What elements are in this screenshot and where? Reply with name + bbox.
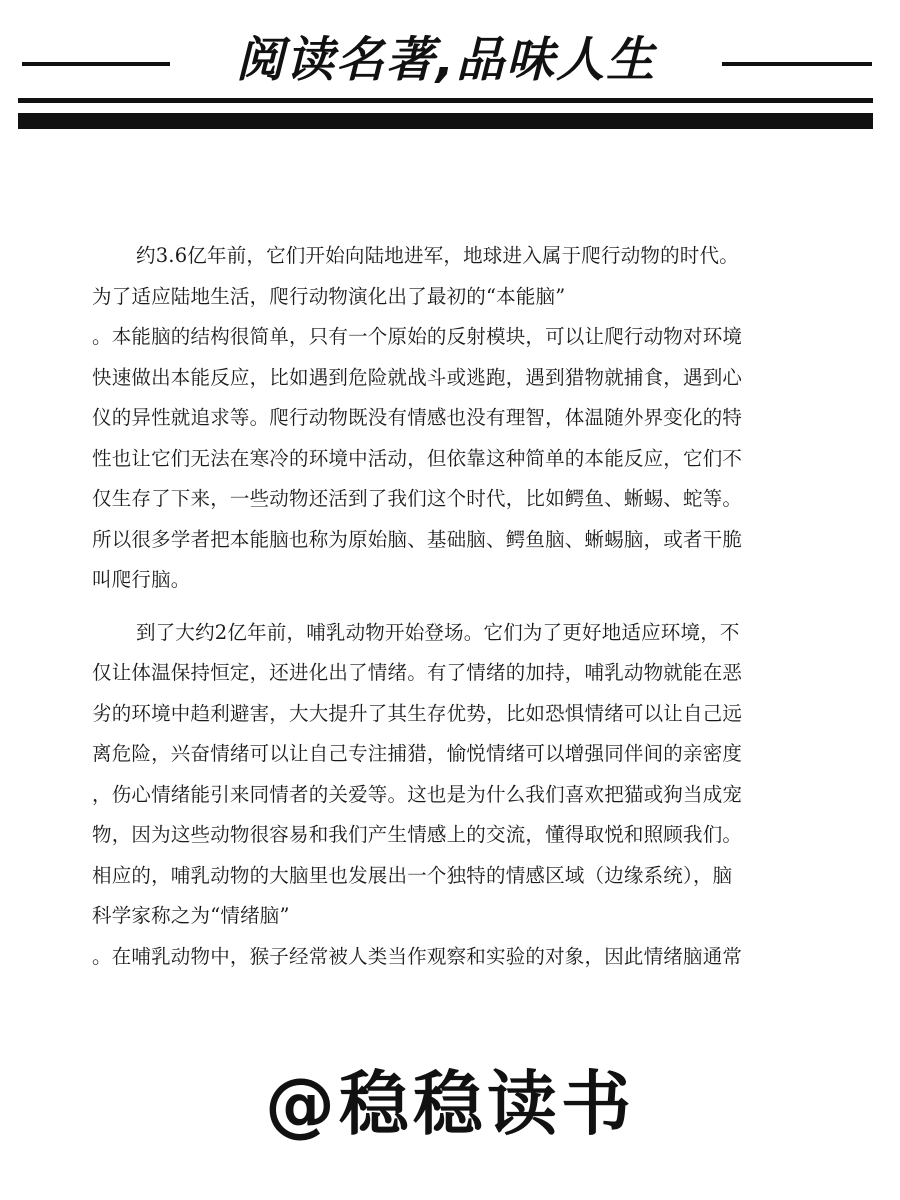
header-title: 阅读名著,品味人生 bbox=[235, 32, 657, 88]
text-line: 到了大约2亿年前，哺乳动物开始登场。它们为了更好地适应环境，不 bbox=[136, 620, 740, 644]
header-banner bbox=[0, 0, 900, 140]
header-rule-thick bbox=[18, 113, 873, 129]
text-line: 相应的，哺乳动物的大脑里也发展出一个独特的情感区域（边缘系统），脑 bbox=[92, 863, 733, 887]
text-line: 物，因为这些动物很容易和我们产生情感上的交流，懂得取悦和照顾我们。 bbox=[92, 823, 743, 846]
text-line: 离危险，兴奋情绪可以让自己专注捕猎，愉悦情绪可以增强同伴间的亲密度 bbox=[92, 742, 743, 765]
text-line: 快速做出本能反应，比如遇到危险就战斗或逃跑，遇到猎物就捕食，遇到心 bbox=[92, 365, 743, 389]
paragraph-2 bbox=[92, 613, 822, 978]
text-line: 仅让体温保持恒定，还进化出了情绪。有了情绪的加持，哺乳动物就能在恶 bbox=[92, 661, 743, 684]
text-line: 为了适应陆地生活，爬行动物演化出了最初的“本能脑” bbox=[92, 284, 566, 308]
article-body bbox=[92, 236, 822, 989]
text-line: 性也让它们无法在寒冷的环境中活动，但依靠这种简单的本能反应，它们不 bbox=[92, 446, 743, 470]
text-line: 。在哺乳动物中，猴子经常被人类当作观察和实验的对象，因此情绪脑通常 bbox=[92, 944, 743, 968]
header-rule-thin bbox=[18, 98, 873, 103]
text-line: 约3.6亿年前，它们开始向陆地进军，地球进入属于爬行动物的时代。 bbox=[136, 244, 739, 267]
text-line: 。本能脑的结构很简单，只有一个原始的反射模块，可以让爬行动物对环境 bbox=[92, 325, 743, 348]
text-line: 所以很多学者把本能脑也称为原始脑、基础脑、鳄鱼脑、蜥蜴脑，或者干脆 bbox=[92, 527, 743, 551]
header-line-left bbox=[22, 62, 170, 66]
text-line: 仪的异性就追求等。爬行动物既没有情感也没有理智，体温随外界变化的特 bbox=[92, 406, 743, 429]
text-line: 仅生存了下来，一些动物还活到了我们这个时代，比如鳄鱼、蜥蜴、蛇等。 bbox=[92, 487, 743, 510]
footer-signature: @稳稳读书 bbox=[265, 1063, 635, 1145]
header-line-right bbox=[722, 62, 872, 66]
text-line: 劣的环境中趋利避害，大大提升了其生存优势，比如恐惧情绪可以让自己远 bbox=[92, 701, 743, 725]
text-line: 叫爬行脑。 bbox=[92, 568, 191, 591]
text-line: 科学家称之为“情绪脑” bbox=[92, 904, 290, 927]
paragraph-1 bbox=[92, 236, 822, 601]
text-line: ，伤心情绪能引来同情者的关爱等。这也是为什么我们喜欢把猫或狗当成宠 bbox=[92, 782, 743, 806]
